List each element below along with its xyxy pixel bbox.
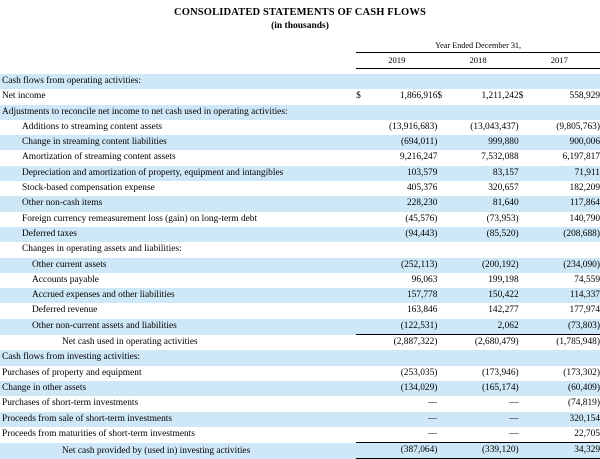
row-value: —: [367, 412, 437, 427]
currency-symbol: [356, 366, 367, 381]
row-value: 999,880: [448, 135, 518, 150]
row-label: Purchases of property and equipment: [2, 367, 142, 378]
currency-symbol: [437, 288, 448, 303]
row-value: 117,864: [530, 196, 600, 211]
currency-symbol: [437, 350, 448, 365]
row-value: 140,790: [569, 213, 600, 224]
row-value: [367, 242, 437, 257]
currency-symbol: [356, 150, 367, 165]
row-value: 405,376: [406, 183, 438, 194]
currency-symbol: [437, 120, 448, 135]
currency-symbol: [519, 303, 530, 318]
row-label: Accounts payable: [32, 274, 99, 285]
page-subtitle: (in thousands): [271, 21, 329, 31]
column-header-2018: 2018: [437, 53, 518, 69]
row-value: —: [448, 412, 518, 427]
row-value: (2,680,479): [448, 335, 518, 351]
currency-symbol: [356, 396, 367, 411]
currency-symbol: [356, 258, 367, 273]
row-value: 71,911: [530, 166, 600, 181]
table-row: [0, 412, 600, 427]
row-value: 96,063: [411, 274, 438, 285]
currency-symbol: $: [437, 91, 443, 102]
currency-symbol: [519, 120, 530, 135]
row-value: [367, 350, 437, 365]
row-label: Change in streaming content liabilities: [0, 135, 356, 150]
currency-symbol: [519, 166, 530, 181]
row-value: (45,576): [405, 213, 438, 224]
row-value: (165,174): [448, 381, 518, 396]
row-label: Other non-current assets and liabilities: [0, 319, 356, 335]
table-row: [0, 105, 600, 120]
row-label: Proceeds from maturities of short-term investments: [2, 429, 195, 440]
table-row: [0, 212, 600, 227]
table-body: [0, 74, 600, 459]
currency-symbol: [519, 443, 530, 459]
currency-symbol: [356, 273, 367, 288]
currency-symbol: [519, 196, 530, 211]
currency-symbol: [437, 242, 448, 257]
currency-symbol: [356, 105, 367, 120]
currency-symbol: [437, 258, 448, 273]
table-row: [0, 381, 600, 396]
currency-symbol: [356, 303, 367, 318]
table-row: [0, 150, 600, 165]
table-row: [0, 196, 600, 211]
column-header-2019: 2019: [356, 53, 437, 69]
row-value: 81,640: [448, 196, 518, 211]
row-label: Accrued expenses and other liabilities: [0, 288, 356, 303]
currency-symbol: [437, 412, 448, 427]
currency-symbol: [519, 396, 530, 411]
currency-symbol: [437, 181, 448, 196]
row-value: 22,705: [574, 428, 600, 439]
table-row: [0, 89, 600, 104]
row-value: (73,803): [530, 319, 600, 335]
row-value: (253,035): [400, 367, 438, 378]
row-label: Foreign currency remeasurement loss (gain) on long-term debt: [22, 213, 258, 224]
row-label: Deferred taxes: [0, 227, 356, 242]
currency-symbol: [437, 196, 448, 211]
table-row: [0, 135, 600, 150]
row-label: Depreciation and amortization of property, equipment and intangibles: [0, 166, 356, 181]
table-row: [0, 166, 600, 181]
row-value: (200,192): [448, 258, 518, 273]
currency-symbol: [519, 181, 530, 196]
currency-symbol: [519, 412, 530, 427]
currency-symbol: [356, 319, 367, 335]
currency-symbol: [437, 273, 448, 288]
row-value: [448, 242, 518, 257]
currency-symbol: [356, 242, 367, 257]
row-value: (234,090): [530, 258, 600, 273]
row-label: Cash flows from investing activities:: [0, 350, 356, 365]
currency-symbol: [437, 335, 448, 351]
period-header: Year Ended December 31,: [356, 39, 600, 53]
row-value: [448, 350, 518, 365]
row-value: 114,337: [530, 288, 600, 303]
row-value: 199,198: [488, 274, 519, 285]
row-value: —: [509, 428, 519, 439]
row-label: Net cash provided by (used in) investing activities: [0, 443, 356, 459]
row-value: 142,277: [488, 305, 519, 316]
currency-symbol: [519, 381, 530, 396]
currency-symbol: [437, 212, 448, 227]
currency-symbol: [437, 105, 448, 120]
row-value: 163,846: [406, 305, 438, 316]
currency-symbol: [437, 74, 448, 89]
table-row: [0, 181, 600, 196]
row-value: (134,029): [367, 381, 437, 396]
currency-symbol: [437, 396, 448, 411]
currency-symbol: [519, 258, 530, 273]
row-value: 150,422: [448, 288, 518, 303]
table-row: [0, 242, 600, 257]
row-value: 103,579: [367, 166, 437, 181]
row-label: Change in other assets: [0, 381, 356, 396]
row-value: 182,209: [569, 183, 600, 194]
currency-symbol: [519, 335, 530, 351]
currency-symbol: [356, 335, 367, 351]
row-value: 74,559: [574, 274, 600, 285]
row-value: (2,887,322): [367, 335, 437, 351]
currency-symbol: [437, 443, 448, 459]
row-value: (173,946): [481, 367, 519, 378]
row-value: 83,157: [448, 166, 518, 181]
currency-symbol: [437, 303, 448, 318]
currency-symbol: [356, 120, 367, 135]
row-value: (85,520): [448, 227, 518, 242]
row-value: (13,043,437): [470, 121, 519, 132]
currency-symbol: [356, 412, 367, 427]
table-row: [0, 366, 600, 381]
currency-symbol: [519, 273, 530, 288]
row-value: (13,916,683): [388, 121, 438, 132]
year-header-row: [0, 53, 600, 69]
row-label: Net income: [2, 91, 46, 102]
period-header-row: [0, 39, 600, 53]
row-value: [367, 74, 437, 89]
currency-symbol: [519, 74, 530, 89]
table-row: [0, 350, 600, 365]
currency-symbol: [356, 381, 367, 396]
currency-symbol: [356, 288, 367, 303]
table-row: [0, 258, 600, 273]
row-label: Other current assets: [0, 258, 356, 273]
currency-symbol: [356, 196, 367, 211]
table-row: [0, 273, 600, 288]
row-value: (60,409): [530, 381, 600, 396]
currency-symbol: [519, 350, 530, 365]
currency-symbol: [519, 242, 530, 257]
header-spacer: [0, 39, 356, 53]
row-value: —: [509, 398, 519, 409]
row-label: Purchases of short-term investments: [2, 398, 139, 409]
row-label: Cash flows from operating activities:: [0, 74, 356, 89]
currency-symbol: $: [518, 91, 524, 102]
row-value: (339,120): [448, 443, 518, 459]
row-value: 34,329: [530, 443, 600, 459]
currency-symbol: [437, 150, 448, 165]
cash-flow-table: [0, 39, 600, 459]
row-value: 6,197,817: [562, 152, 600, 163]
row-value: [530, 350, 600, 365]
table-row: [0, 227, 600, 242]
currency-symbol: [519, 288, 530, 303]
table-header: [0, 39, 600, 74]
row-label: Additions to streaming content assets: [22, 121, 163, 132]
row-value: (694,011): [367, 135, 437, 150]
currency-symbol: [437, 166, 448, 181]
row-value: (94,443): [367, 227, 437, 242]
table-row: [0, 335, 600, 351]
currency-symbol: [356, 227, 367, 242]
row-value: 320,657: [488, 183, 519, 194]
row-value: (1,785,948): [530, 335, 600, 351]
page-title: CONSOLIDATED STATEMENTS OF CASH FLOWS: [174, 7, 426, 18]
currency-symbol: [356, 350, 367, 365]
row-label: Deferred revenue: [32, 305, 98, 316]
row-value: [530, 242, 600, 257]
row-label: Amortization of streaming content assets: [22, 152, 176, 163]
row-value: 228,230: [367, 196, 437, 211]
row-value: [530, 105, 600, 120]
row-value: (173,302): [563, 367, 600, 378]
currency-symbol: [519, 212, 530, 227]
title-block: [0, 0, 600, 33]
currency-symbol: [356, 443, 367, 459]
row-label: Other non-cash items: [0, 196, 356, 211]
table-row: [0, 120, 600, 135]
row-value: 558,929: [569, 91, 600, 102]
table-row: [0, 396, 600, 411]
row-label: Stock-based compensation expense: [22, 183, 155, 194]
row-value: 157,778: [367, 288, 437, 303]
row-value: (74,819): [567, 398, 600, 409]
row-value: —: [428, 428, 438, 439]
row-value: —: [428, 398, 438, 409]
currency-symbol: [356, 166, 367, 181]
currency-symbol: [437, 366, 448, 381]
row-value: 7,532,088: [481, 152, 519, 163]
row-value: [448, 105, 518, 120]
currency-symbol: [437, 381, 448, 396]
currency-symbol: [519, 366, 530, 381]
row-value: [367, 105, 437, 120]
table-row: [0, 303, 600, 318]
currency-symbol: [437, 319, 448, 335]
currency-symbol: [519, 427, 530, 443]
currency-symbol: [356, 135, 367, 150]
currency-symbol: [519, 105, 530, 120]
column-header-2017: 2017: [519, 53, 600, 69]
currency-symbol: [356, 74, 367, 89]
table-row: [0, 319, 600, 335]
row-value: (208,688): [530, 227, 600, 242]
currency-symbol: [356, 212, 367, 227]
row-label: Proceeds from sale of short-term investments: [0, 412, 356, 427]
row-value: 177,974: [569, 305, 600, 316]
currency-symbol: [356, 427, 367, 443]
row-value: 1,211,242: [481, 91, 519, 102]
table-row: [0, 74, 600, 89]
currency-symbol: $: [356, 91, 361, 102]
row-value: (122,531): [367, 319, 437, 335]
currency-symbol: [519, 319, 530, 335]
row-value: (73,953): [486, 213, 519, 224]
row-value: 9,216,247: [399, 152, 438, 163]
currency-symbol: [519, 150, 530, 165]
row-value: (9,805,763): [556, 121, 600, 132]
row-value: 320,154: [530, 412, 600, 427]
row-label: Adjustments to reconcile net income to net cash used in operating activities:: [0, 105, 356, 120]
currency-symbol: [437, 135, 448, 150]
row-value: 1,866,916: [399, 91, 438, 102]
currency-symbol: [437, 227, 448, 242]
currency-symbol: [519, 227, 530, 242]
row-label: Net cash used in operating activities: [62, 337, 198, 348]
row-value: [448, 74, 518, 89]
row-value: 2,062: [448, 319, 518, 335]
row-value: (252,113): [367, 258, 437, 273]
table-row: [0, 443, 600, 459]
table-row: [0, 288, 600, 303]
currency-symbol: [356, 181, 367, 196]
row-value: (387,064): [367, 443, 437, 459]
currency-symbol: [519, 135, 530, 150]
year-header-spacer: [0, 53, 356, 69]
currency-symbol: [437, 427, 448, 443]
table-row: [0, 427, 600, 443]
row-value: 900,006: [530, 135, 600, 150]
row-value: [530, 74, 600, 89]
row-label: Changes in operating assets and liabilities:: [22, 244, 182, 255]
